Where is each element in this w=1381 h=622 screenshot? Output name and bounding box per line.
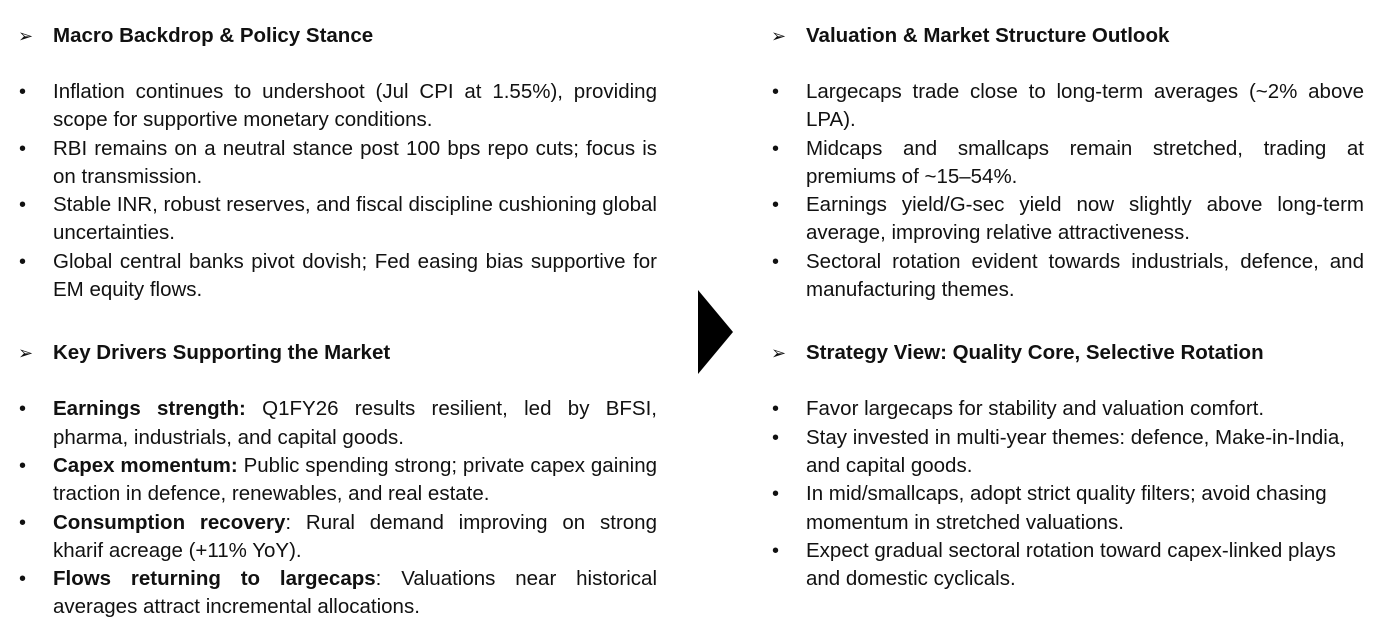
driver-label: Capex momentum:	[53, 453, 238, 477]
bullet-dot-icon: •	[772, 250, 780, 273]
bullet-dot-icon: •	[772, 539, 780, 562]
driver-label: Flows returning to largecaps	[53, 567, 376, 591]
section-title-text: Valuation & Market Structure Outlook	[806, 24, 1170, 47]
strategy-bullet-list	[771, 395, 1364, 593]
list-item: • Sectoral rotation evident towards industrials, defence, and manufacturing themes.	[772, 249, 1364, 302]
list-item: • Inflation continues to undershoot (Jul CPI at 1.55%), providing scope for supportive monetary conditions.	[19, 80, 657, 132]
list-item: • Flows returning to largecaps: Valuations near historical averages attract incremental allocations.	[19, 567, 657, 619]
list-item: • Stable INR, robust reserves, and fiscal discipline cushioning global uncertainties.	[19, 193, 657, 245]
section-title-macro	[18, 22, 657, 50]
bullet-dot-icon: •	[772, 483, 780, 506]
list-item: • Capex momentum: Public spending strong; private capex gaining traction in defence, renewables, and real estate.	[19, 453, 658, 506]
section-title-text: Macro Backdrop & Policy Stance	[53, 24, 374, 47]
list-item: • Favor largecaps for stability and valuation comfort.	[771, 395, 1364, 423]
bullet-dot-icon: •	[772, 194, 780, 217]
left-column	[18, 0, 657, 622]
bullet-dot-icon: •	[772, 426, 780, 449]
section-title-drivers	[18, 339, 657, 367]
section-title-strategy	[771, 339, 1364, 367]
bullet-dot-icon: •	[19, 250, 27, 273]
section-title-text: Key Drivers Supporting the Market	[53, 341, 391, 365]
right-column	[771, 0, 1364, 593]
bullet-dot-icon: •	[772, 81, 780, 103]
arrowhead-bullet-icon: ➢	[771, 343, 787, 364]
list-item: • Global central banks pivot dovish; Fed easing bias supportive for EM equity flows.	[19, 249, 657, 302]
arrowhead-bullet-icon: ➢	[18, 343, 34, 364]
list-item: • Largecaps trade close to long-term averages (~2% above LPA).	[772, 80, 1364, 132]
bullet-dot-icon: •	[19, 398, 27, 421]
bullet-dot-icon: •	[19, 81, 27, 103]
list-item: • Stay invested in multi-year themes: defence, Make-in-India, and capital goods.	[772, 425, 1345, 477]
section-title-text: Strategy View: Quality Core, Selective Rotation	[806, 341, 1264, 365]
bullet-dot-icon: •	[772, 137, 780, 160]
macro-bullet-list	[18, 78, 657, 304]
valuation-bullet-list	[771, 78, 1364, 304]
bullet-dot-icon: •	[19, 454, 27, 477]
bullet-dot-icon: •	[19, 568, 27, 591]
list-item: • Earnings strength: Q1FY26 results resilient, led by BFSI, pharma, industrials, and capital goods.	[19, 397, 658, 449]
list-item: • Midcaps and smallcaps remain stretched, trading at premiums of ~15–54%.	[772, 136, 1364, 188]
bullet-dot-icon: •	[19, 194, 27, 217]
arrowhead-bullet-icon: ➢	[771, 26, 787, 46]
driver-label: Consumption recovery	[53, 510, 286, 534]
list-item: • Consumption recovery: Rural demand improving on strong kharif acreage (+11% YoY).	[19, 510, 657, 562]
list-item: • Earnings yield/G-sec yield now slightly above long-term average, improving relative attractiveness.	[772, 193, 1364, 245]
drivers-bullet-list	[18, 395, 657, 621]
bullet-dot-icon: •	[772, 398, 780, 421]
list-item: • In mid/smallcaps, adopt strict quality filters; avoid chasing momentum in stretched valuations.	[772, 482, 1327, 534]
driver-label: Earnings strength:	[53, 397, 246, 421]
right-triangle-icon	[698, 290, 733, 374]
bullet-dot-icon: •	[19, 511, 27, 534]
section-title-valuation	[771, 22, 1364, 50]
list-item: • RBI remains on a neutral stance post 100 bps repo cuts; focus is on transmission.	[19, 136, 657, 188]
bullet-dot-icon: •	[19, 137, 27, 160]
arrowhead-bullet-icon: ➢	[18, 26, 34, 46]
list-item: • Expect gradual sectoral rotation toward capex-linked plays and domestic cyclicals.	[772, 538, 1336, 591]
